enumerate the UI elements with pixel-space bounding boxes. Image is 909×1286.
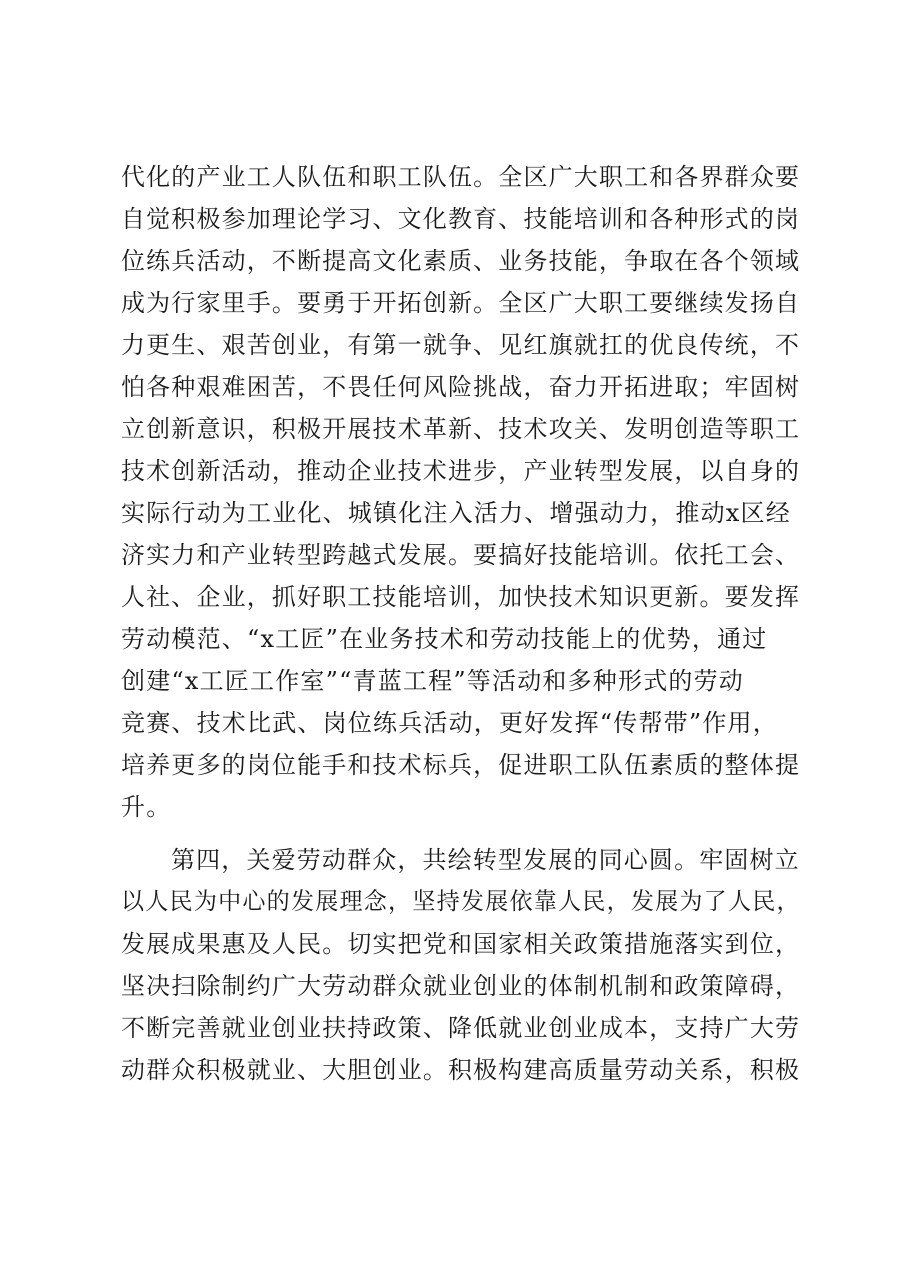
paragraph-2-line-5: 不断完善就业创业扶持政策、降低就业创业成本，支持广大劳 (121, 1014, 801, 1042)
paragraph-1-line-7: 立创新意识，积极开展技术革新、技术攻关、发明创造等职工 (121, 415, 801, 443)
paragraph-1-line-8: 技术创新活动，推动企业技术进步，产业转型发展，以自身的 (121, 457, 801, 485)
paragraph-1-line-6: 怕各种艰难困苦，不畏任何风险挑战，奋力开拓进取；牢固树 (121, 373, 801, 401)
paragraph-1-line-10: 济实力和产业转型跨越式发展。要搞好技能培训。依托工会、 (121, 541, 801, 569)
paragraph-1-line-4: 成为行家里手。要勇于开拓创新。全区广大职工要继续发扬自 (121, 289, 801, 317)
paragraph-1-line-14: 竞赛、技术比武、岗位练兵活动，更好发挥“传帮带”作用， (121, 709, 778, 737)
paragraph-1-line-2: 自觉积极参加理论学习、文化教育、技能培训和各种形式的岗 (121, 205, 801, 233)
paragraph-2-line-6: 动群众积极就业、大胆创业。积极构建高质量劳动关系，积极 (121, 1056, 801, 1084)
paragraph-2-line-1: 第四，关爱劳动群众，共绘转型发展的同心圆。牢固树立 (171, 846, 800, 874)
paragraph-1-line-11: 人社、企业，抓好职工技能培训，加快技术知识更新。要发挥 (121, 583, 801, 611)
paragraph-1-line-16: 升。 (121, 793, 172, 821)
paragraph-1-line-12: 劳动模范、“x工匠”在业务技术和劳动技能上的优势，通过 (121, 625, 768, 653)
paragraph-1-line-1: 代化的产业工人队伍和职工队伍。全区广大职工和各界群众要 (121, 163, 801, 191)
paragraph-1-line-3: 位练兵活动，不断提高文化素质、业务技能，争取在各个领域 (121, 247, 801, 275)
paragraph-1-line-13: 创建“x工匠工作室”“青蓝工程”等活动和多种形式的劳动 (121, 667, 745, 695)
paragraph-1-line-9: 实际行动为工业化、城镇化注入活力、增强动力，推动x区经 (121, 499, 791, 527)
paragraph-1-line-5: 力更生、艰苦创业，有第一就争、见红旗就扛的优良传统，不 (121, 331, 801, 359)
paragraph-1-line-15: 培养更多的岗位能手和技术标兵，促进职工队伍素质的整体提 (121, 751, 801, 779)
paragraph-2-line-4: 坚决扫除制约广大劳动群众就业创业的体制机制和政策障碍， (121, 972, 801, 1000)
paragraph-2-line-3: 发展成果惠及人民。切实把党和国家相关政策措施落实到位， (121, 930, 801, 958)
paragraph-2-line-2: 以人民为中心的发展理念，坚持发展依靠人民，发展为了人民， (121, 889, 801, 915)
